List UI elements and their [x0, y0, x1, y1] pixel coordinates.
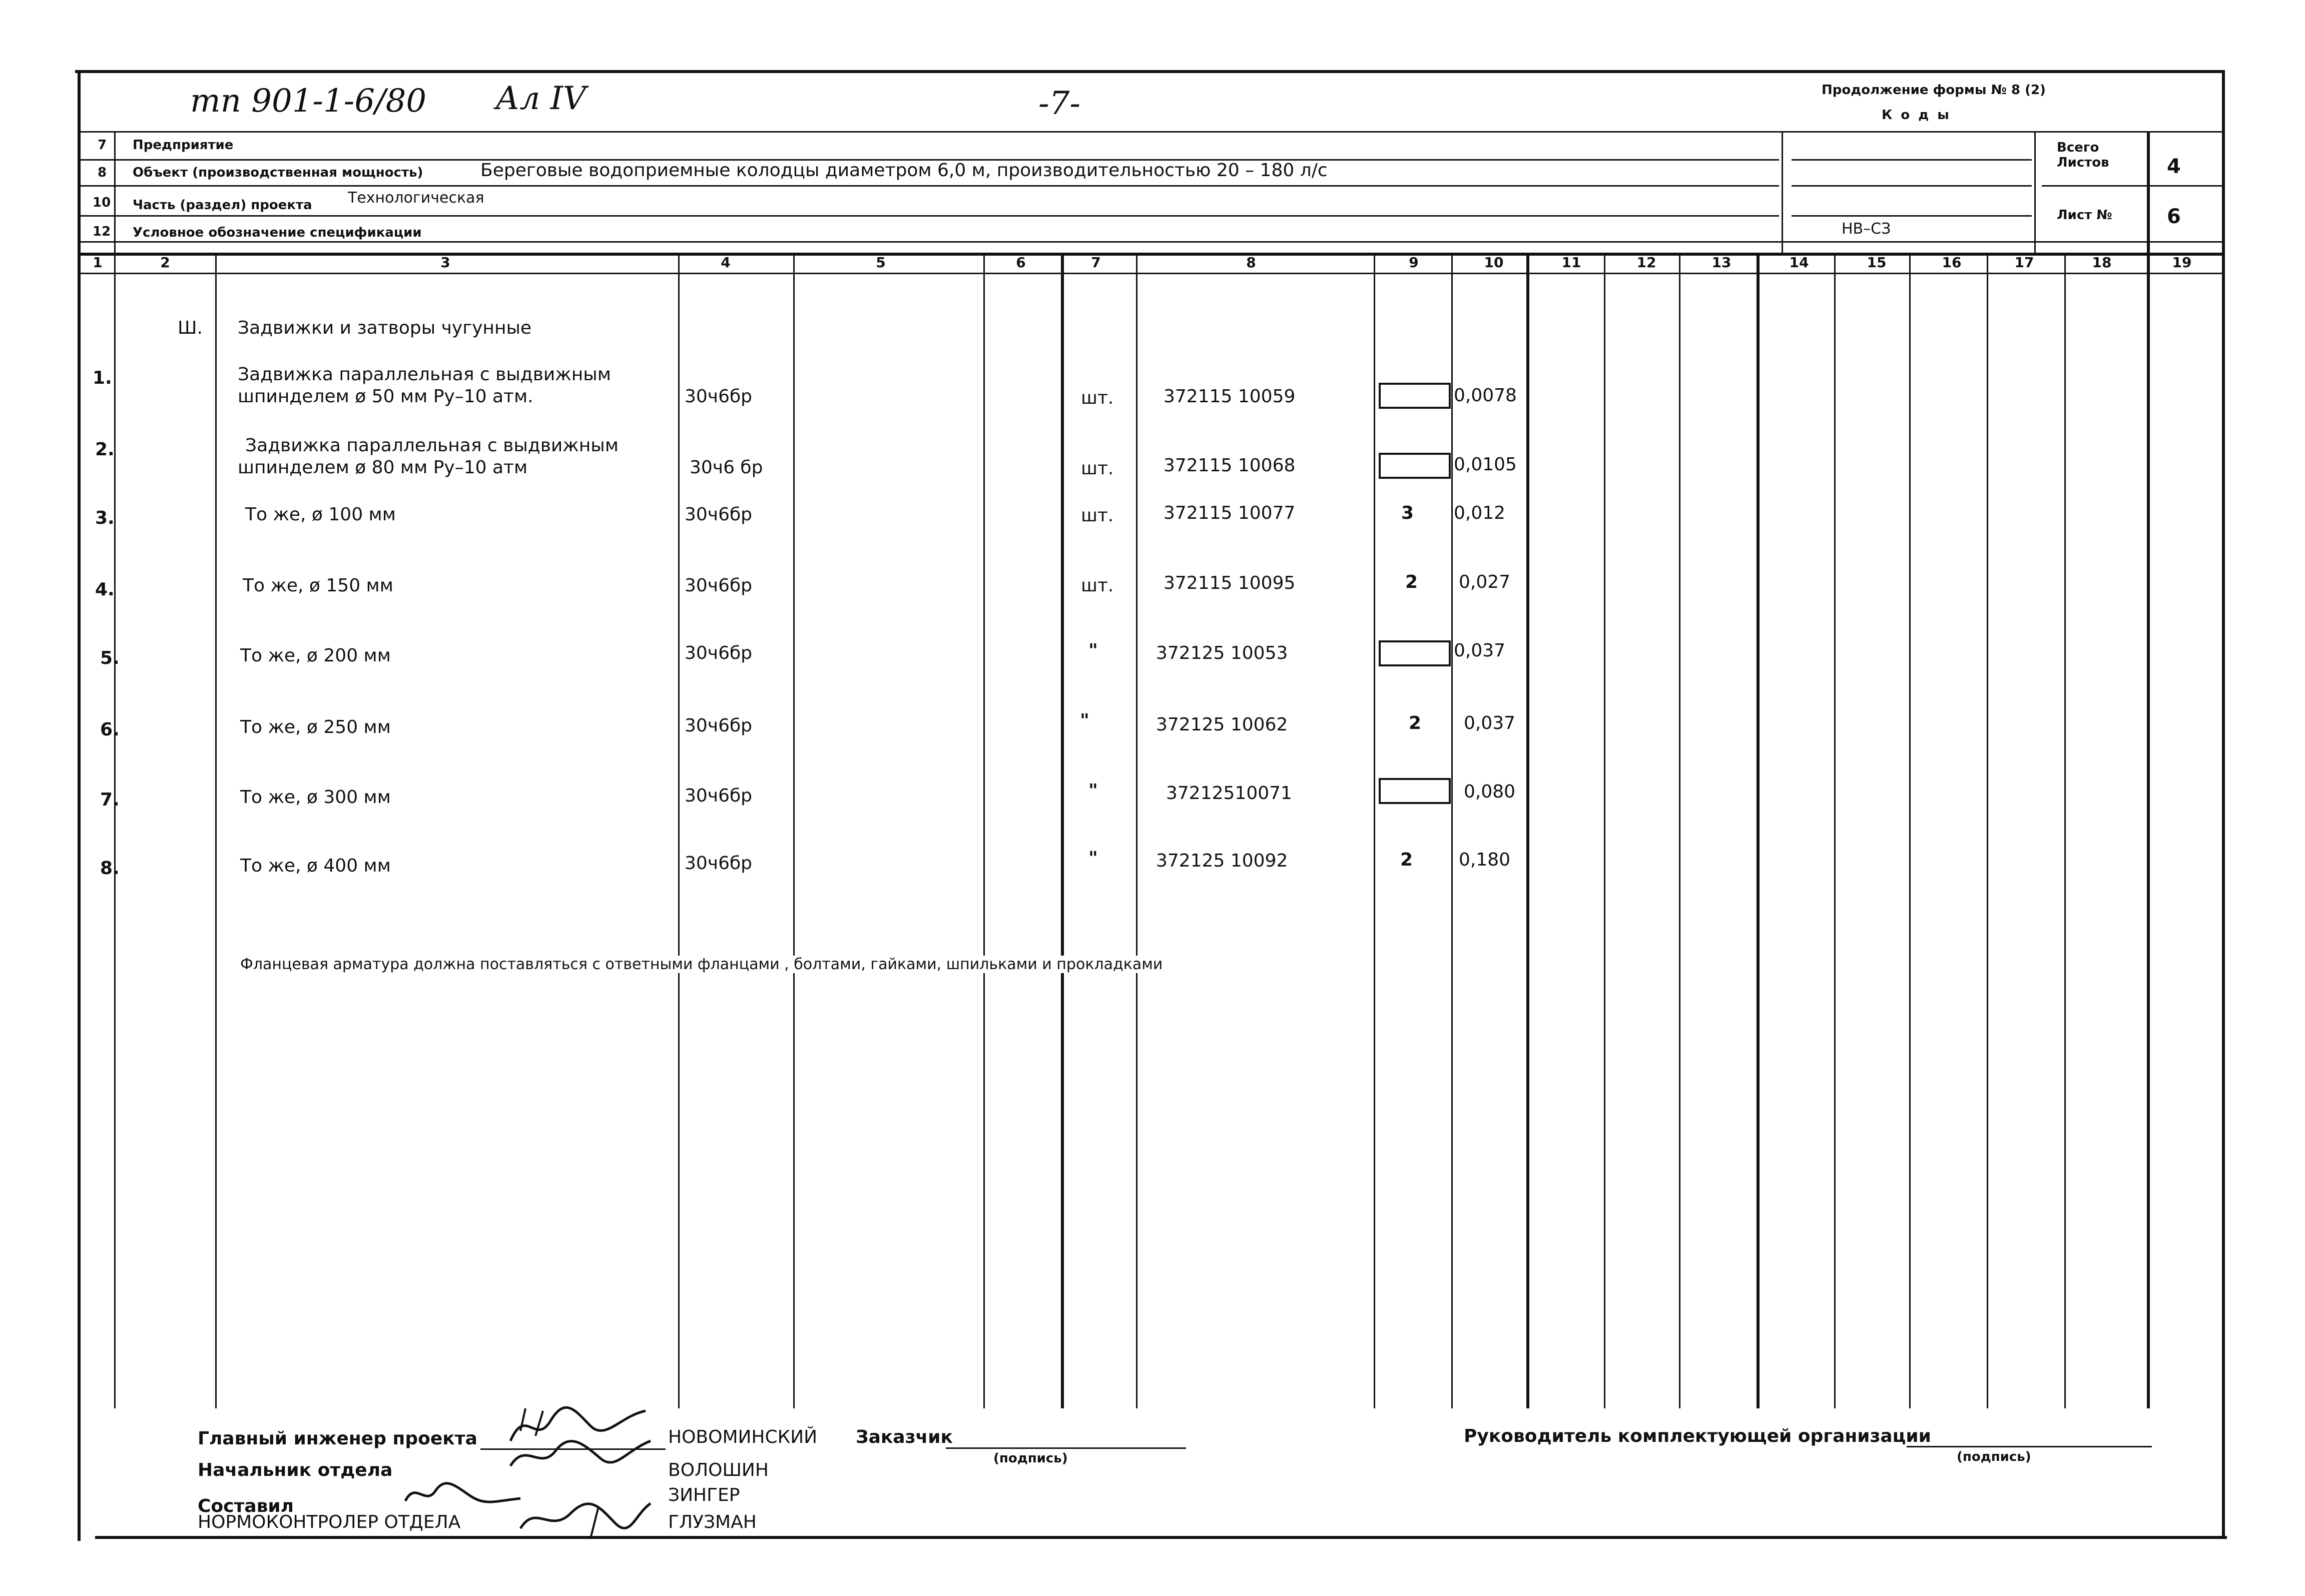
column-line [1679, 253, 1680, 1408]
column-line [1451, 253, 1453, 1408]
row-name: шпинделем ø 80 мм Ру–10 атм [238, 457, 528, 478]
column-number: 4 [721, 254, 731, 271]
row-weight: 0,037 [1464, 713, 1516, 733]
total-sheets-label: Всего Листов [2057, 140, 2109, 170]
signature-mark [505, 1436, 656, 1476]
signature-mark [400, 1476, 525, 1516]
row-name: То же, ø 100 мм [245, 504, 396, 525]
row-number: 8. [100, 858, 120, 879]
column-line [2147, 253, 2150, 1408]
frame-right [2222, 70, 2225, 1538]
column-line [1987, 253, 1988, 1408]
info-row-num: 12 [93, 224, 111, 239]
row-unit: шт. [1081, 575, 1114, 596]
qty-box [1379, 453, 1451, 479]
column-line [678, 253, 680, 1408]
info-row-label: Объект (производственная мощность) [133, 165, 423, 180]
row-number: 4. [95, 579, 115, 600]
column-number: 15 [1867, 254, 1887, 271]
column-number: 6 [1016, 254, 1026, 271]
row-name: То же, ø 200 мм [240, 645, 391, 666]
form-note: Продолжение формы № 8 (2) [1822, 83, 2046, 98]
frame-bottom [95, 1536, 2227, 1539]
customer-label: Заказчик [856, 1427, 953, 1447]
column-number: 10 [1484, 254, 1504, 271]
row-weight: 0,012 [1454, 503, 1506, 523]
frame-left [78, 70, 81, 1541]
row-number: 7. [100, 789, 120, 810]
frame-top [75, 70, 2222, 73]
normcontrol-label: НОРМОКОНТРОЛЕР ОТДЕЛА [198, 1512, 461, 1532]
row-number: 6. [100, 719, 120, 740]
row-code: 372115 10059 [1164, 386, 1296, 407]
column-number: 8 [1246, 254, 1256, 271]
signature-caption: (подпись) [993, 1451, 1068, 1466]
column-line [1604, 253, 1605, 1408]
qty-box [1379, 383, 1451, 409]
row-code: 372125 10062 [1156, 714, 1288, 735]
row-unit: шт. [1081, 505, 1114, 526]
row-name: Задвижка параллельная с выдвижным [238, 364, 611, 385]
row-code: 372125 10053 [1156, 643, 1288, 663]
column-number: 11 [1561, 254, 1581, 271]
rule [1782, 131, 1783, 253]
total-sheets-value: 4 [2167, 155, 2181, 178]
rule [78, 185, 1779, 187]
row-type: 30ч6 бр [690, 457, 763, 478]
row-weight: 0,0078 [1454, 385, 1517, 406]
row-name: шпинделем ø 50 мм Ру–10 атм. [238, 386, 533, 407]
row-type: 30ч6бр [685, 386, 753, 407]
row-unit: " [1080, 710, 1089, 731]
row-number: 3. [95, 508, 115, 528]
album-code: Ал IV [495, 80, 587, 117]
doc-code: тп 901-1-6/80 [190, 83, 427, 120]
row-type: 30ч6бр [685, 785, 753, 806]
rule [78, 215, 1779, 217]
row-code: 372115 10068 [1164, 455, 1296, 476]
row-type: 30ч6бр [685, 643, 753, 663]
column-number: 12 [1636, 254, 1656, 271]
row-unit: " [1088, 780, 1098, 801]
row-name: То же, ø 250 мм [240, 717, 391, 737]
info-row-num: 8 [98, 165, 107, 180]
rule [1792, 185, 2032, 187]
signature-mark [515, 1493, 656, 1543]
row-quantity: 2 [1409, 713, 1422, 733]
section-roman: Ш. [178, 318, 203, 338]
rule [78, 131, 2222, 133]
column-number: 19 [2172, 254, 2192, 271]
dept-head-name: ВОЛОШИН [668, 1460, 769, 1480]
supplier-head-label: Руководитель комплектующей организации [1464, 1426, 1931, 1446]
column-line [2064, 253, 2066, 1408]
row-weight: 0,180 [1459, 850, 1511, 870]
row-weight: 0,027 [1459, 572, 1511, 592]
page-number: -7- [1038, 85, 1080, 122]
row-unit: шт. [1081, 458, 1114, 479]
row-name: То же, ø 150 мм [243, 575, 393, 596]
column-line [1526, 253, 1529, 1408]
row-number: 5. [100, 648, 120, 668]
row-type: 30ч6бр [685, 504, 753, 525]
row-unit: шт. [1081, 388, 1114, 408]
signature-caption: (подпись) [1957, 1449, 2031, 1464]
column-number: 1 [93, 254, 103, 271]
row-number: 1. [93, 368, 112, 388]
compiled-label: Составил [198, 1496, 294, 1516]
column-number: 9 [1409, 254, 1419, 271]
object-value: Береговые водоприемные колодцы диаметром 6,0 м, производительностью 20 – 180 л/с [480, 160, 1328, 181]
column-number: 3 [440, 254, 450, 271]
column-line [1061, 253, 1064, 1408]
column-line [1757, 253, 1760, 1408]
rule [78, 273, 2222, 274]
row-quantity: 2 [1405, 572, 1418, 592]
row-type: 30ч6бр [685, 853, 753, 874]
info-row-label: Часть (раздел) проекта [133, 198, 312, 213]
dept-head-label: Начальник отдела [198, 1460, 393, 1480]
rule [2034, 131, 2036, 253]
code-value: НВ–СЗ [1842, 220, 1891, 238]
column-line [215, 253, 217, 1408]
row-type: 30ч6бр [685, 715, 753, 736]
info-row-num: 10 [93, 195, 111, 210]
info-row-label: Условное обозначение спецификации [133, 225, 422, 240]
row-weight: 0,037 [1454, 640, 1506, 661]
row-code: 372125 10092 [1156, 851, 1288, 871]
rule [78, 241, 2222, 243]
column-number: 2 [160, 254, 170, 271]
row-name: То же, ø 300 мм [240, 787, 391, 808]
row-number: 2. [95, 439, 115, 460]
chief-engineer-label: Главный инженер проекта [198, 1428, 477, 1449]
row-unit: " [1088, 848, 1098, 869]
row-quantity: 3 [1401, 503, 1414, 523]
column-number: 7 [1091, 254, 1101, 271]
column-line [983, 253, 985, 1408]
rule [2147, 131, 2150, 253]
column-number: 14 [1789, 254, 1809, 271]
section-title: Задвижки и затворы чугунные [238, 318, 532, 338]
sheet-number-value: 6 [2167, 205, 2181, 228]
column-number: 5 [876, 254, 886, 271]
column-line [1909, 253, 1911, 1408]
column-line [1136, 253, 1137, 1408]
rule [2042, 185, 2222, 187]
rule [1792, 159, 2032, 161]
column-number: 18 [2092, 254, 2112, 271]
row-name: То же, ø 400 мм [240, 856, 391, 876]
sheet-number-label: Лист № [2057, 208, 2112, 223]
column-number: 17 [2014, 254, 2034, 271]
row-name: Задвижка параллельная с выдвижным [245, 435, 619, 456]
info-row-label: Предприятие [133, 138, 234, 153]
chief-engineer-name: НОВОМИНСКИЙ [668, 1427, 818, 1447]
codes-title: К о д ы [1882, 108, 1951, 123]
rule [1792, 215, 2032, 217]
compiled-name: ЗИНГЕР [668, 1485, 740, 1505]
column-line [793, 253, 795, 1408]
qty-box [1379, 640, 1451, 666]
signature-line [946, 1447, 1186, 1449]
row-weight: 0,0105 [1454, 454, 1517, 475]
row-type: 30ч6бр [685, 575, 753, 596]
row-unit: " [1088, 640, 1098, 661]
info-row-num: 7 [98, 138, 107, 153]
row-quantity: 2 [1400, 850, 1413, 870]
normcontrol-name: ГЛУЗМАН [668, 1512, 757, 1532]
row-code: 37212510071 [1166, 783, 1292, 804]
column-line [114, 253, 116, 1408]
column-number: 16 [1942, 254, 1962, 271]
rule [78, 253, 2222, 256]
signature-line [1907, 1446, 2152, 1447]
column-number: 13 [1711, 254, 1732, 271]
column-line [1834, 253, 1836, 1408]
row-weight: 0,080 [1464, 781, 1516, 802]
row-code: 372115 10095 [1164, 573, 1296, 593]
section-value: Технологическая [348, 189, 484, 207]
note-text: Фланцевая арматура должна поставляться с ответными фланцами , болтами, гайками, шпильками и прокладками [240, 956, 1163, 973]
rule [114, 131, 116, 253]
row-code: 372115 10077 [1164, 503, 1296, 523]
qty-box [1379, 778, 1451, 804]
column-line [1374, 253, 1375, 1408]
